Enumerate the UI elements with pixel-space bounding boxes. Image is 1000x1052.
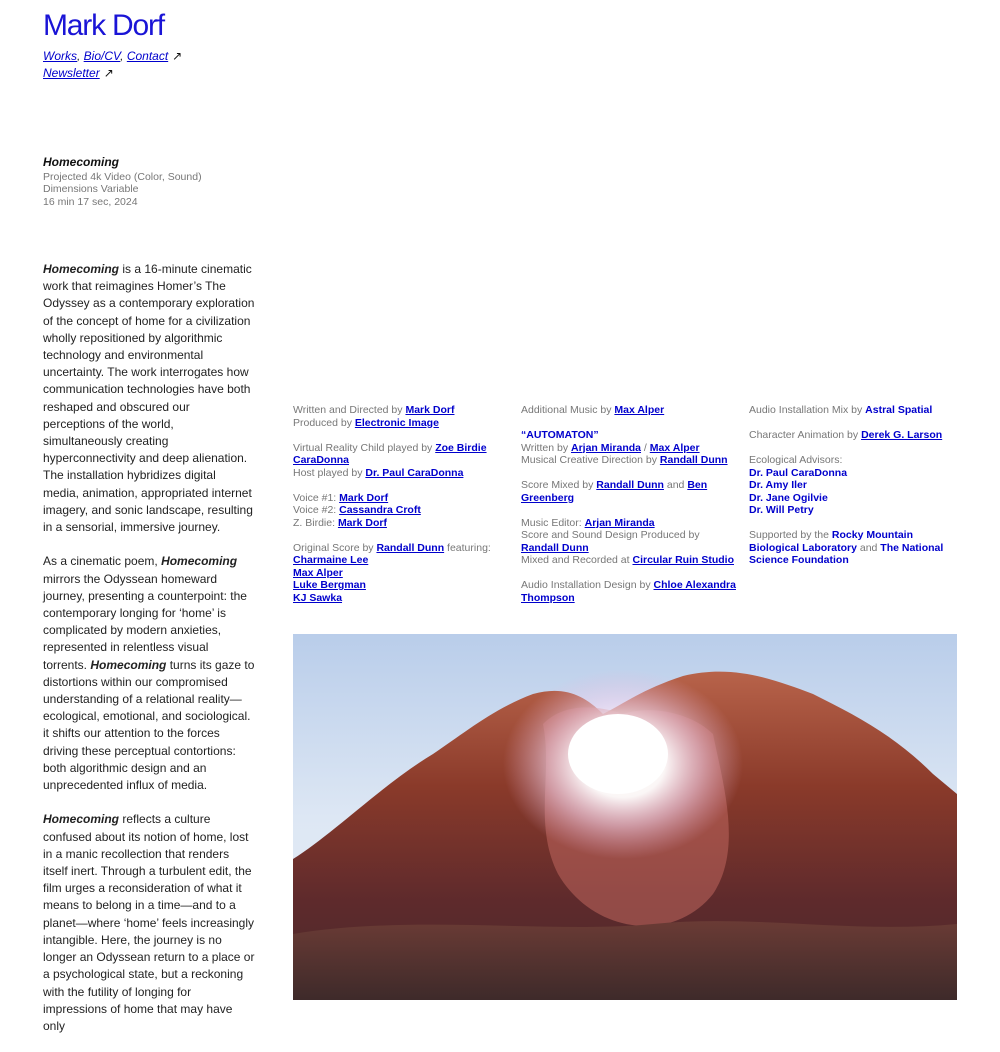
credit-label: Supported by the [749,529,832,541]
credit-label: Score Mixed by [521,479,597,491]
credit-group [749,454,959,517]
work-title-inline: Homecoming [90,657,167,672]
credit-label: Ecological Advisors: [749,454,843,466]
work-duration: 16 min 17 sec, 2024 [43,195,138,208]
credit-label: Score and Sound Design Produced by [521,529,700,541]
credit-group [293,404,503,429]
credit-link[interactable]: Chloe Alexandra Thompson [521,579,736,604]
credit-line [521,517,736,530]
credit-label: and [663,479,688,491]
work-title-inline: Homecoming [43,812,120,827]
credits-column-1 [293,404,503,617]
mountain-sun-image [293,634,957,1000]
credit-line [521,579,736,604]
credit-line [521,442,736,455]
credit-link[interactable]: Randall Dunn [596,479,664,491]
credit-group [293,442,503,480]
credit-label: Musical Creative Direction by [521,454,660,466]
credit-label: Voice #1: [293,491,340,504]
description-text: reflects a culture confused about its notion of home, lost in a manic recollection that renders itself inert. Through a turbulent edit, the film urges a reconsideration of what it means to belong in a time—and to a planet—where ‘home’ feels increasingly intangible. Here, the journey is no longer an Odyssean return to a place or a psychological state, but a reckoning with the futility of longing for impressions of home that may have only [43,812,255,1033]
credits-column-2 [521,404,736,617]
credit-line [293,492,503,505]
credit-group [749,429,959,442]
credit-label: and [856,541,881,554]
credit-group [749,529,959,567]
credit-label: Host played by [293,466,366,479]
credit-link[interactable]: Max Alper [649,441,700,454]
nav-link-newsletter[interactable]: Newsletter [43,66,100,80]
credit-label: Character Animation by [749,429,862,441]
description-text: is a 16-minute cinematic work that reimagines Homer’s The Odyssey as a contemporary exploration of the concept of home for a civilization wholly repositioned by algorithmic technology and environmental uncertainty. The work interrogates how communication technologies have both reshaped and obscured our perceptions of the world, simultaneously creating hyperconnectivity and deep alienation. The installation hybridizes digital media, animation, appropriated internet imagery, and sonic landscape, resulting in a sensorial, immersive journey. [43,262,255,535]
description-text: As a cinematic poem, [43,554,162,569]
work-title-inline: Homecoming [43,262,120,276]
credit-label: Mixed and Recorded at [521,554,633,566]
work-title-inline: Homecoming [161,554,238,569]
work-medium: Projected 4k Video (Color, Sound) [43,170,202,183]
work-description [43,261,255,1052]
credit-label: Audio Installation Design by [521,579,654,591]
credit-link[interactable]: Ben Greenberg [521,479,708,504]
credit-label: Written by [521,441,571,454]
credit-link[interactable]: Cassandra Croft [339,504,421,516]
credit-line [293,504,503,517]
credit-link[interactable]: Randall Dunn [659,454,728,466]
work-title: Homecoming [43,155,120,169]
credit-link[interactable]: Mark Dorf [405,404,455,416]
credit-link[interactable]: Randall Dunn [521,541,589,554]
credit-link[interactable]: Randall Dunn [376,541,445,554]
external-arrow-icon: ↗ [103,66,114,80]
credit-line [521,454,736,467]
nav-separator: , [77,49,84,63]
nav-separator: , [120,49,127,63]
credit-group [293,542,503,605]
credit-label: Audio Installation Mix by [749,404,866,416]
credit-line [749,404,959,417]
credit-label: featuring: [444,541,491,554]
credit-line [293,417,503,430]
credit-line [749,429,959,442]
credit-label: Produced by [293,416,355,429]
credit-link[interactable]: Mark Dorf [337,516,387,529]
credit-group [521,579,736,604]
description-paragraph [43,553,255,794]
credit-label: Music Editor: [521,516,585,529]
supporter-name: The National Science Foundation [749,541,944,566]
advisor-name: Dr. Will Petry [749,504,814,516]
credit-link[interactable]: Max Alper [614,404,665,416]
featured-musician-link[interactable]: Max Alper [293,566,343,579]
credits-column-3 [749,404,959,579]
credit-label: Voice #2: [293,504,340,516]
advisor-name: Dr. Jane Ogilvie [749,491,828,504]
credit-group [749,404,959,417]
credit-line [521,554,736,567]
nav-link-contact[interactable]: Contact [126,49,169,63]
credit-line [293,517,503,530]
credit-link[interactable]: Arjan Miranda [571,441,642,454]
description-text: mirrors the Odyssean homeward journey, presenting a counterpoint: the contemporary longing for ‘home’ is complicated by modern anxieties, represented in relentless visual torrents. [43,571,247,672]
credit-link[interactable]: Dr. Paul CaraDonna [365,466,464,479]
credit-group [293,492,503,530]
credit-line [293,404,503,417]
credit-group [521,429,736,467]
credit-link[interactable]: Mark Dorf [339,491,389,504]
credit-label: Additional Music by [521,404,615,416]
credit-name: Astral Spatial [865,404,933,416]
nav-row-1 [43,48,182,65]
nav-link-works[interactable]: Works [43,49,77,63]
description-text: turns its gaze to distortions within our compromised understanding of a relational reality—ecological, emotional, and sociological. it shifts our attention to the forces driving these perceptual contortions: both algorithmic design and an unprecedented influx of media. [43,657,255,793]
advisor-name: Dr. Amy Iler [749,479,807,491]
featured-musician-link[interactable]: Luke Bergman [293,579,366,591]
credit-group [521,404,736,417]
credit-label: Virtual Reality Child played by [293,441,436,454]
credit-line [521,529,736,554]
featured-musician-link[interactable]: KJ Sawka [293,591,343,604]
description-paragraph [43,811,255,1035]
external-arrow-icon: ↗ [172,49,183,63]
credit-link[interactable]: Arjan Miranda [584,516,655,529]
credit-group [521,517,736,567]
nav-link-bio[interactable]: Bio/CV [83,49,121,63]
credit-line [521,404,736,417]
credit-label: / [641,441,650,454]
credit-link[interactable]: Zoe Birdie CaraDonna [293,441,487,466]
description-paragraph [43,261,255,536]
site-title[interactable]: Mark Dorf [43,9,164,42]
nav-row-2 [43,65,182,82]
credit-link[interactable]: Derek G. Larson [861,429,943,441]
work-dimensions: Dimensions Variable [43,183,139,196]
work-meta [43,156,273,208]
song-title: “AUTOMATON” [521,429,599,441]
credit-label: Written and Directed by [293,404,406,416]
credit-label: Original Score by [293,541,377,554]
credit-group [521,479,736,504]
advisor-name: Dr. Paul CaraDonna [749,466,848,479]
video-still[interactable] [293,634,957,1000]
credit-line [749,529,959,567]
credit-line [293,442,503,467]
credit-link[interactable]: Circular Ruin Studio [632,554,734,566]
credit-link[interactable]: Electronic Image [354,416,439,429]
supporter-name: Rocky Mountain Biological Laboratory [749,529,913,554]
featured-musician-link[interactable]: Charmaine Lee [293,554,369,566]
credit-line [293,467,503,480]
credit-line [293,542,503,555]
credit-line [521,479,736,504]
credit-label: Z. Birdie: [293,516,338,529]
main-nav [43,48,182,82]
